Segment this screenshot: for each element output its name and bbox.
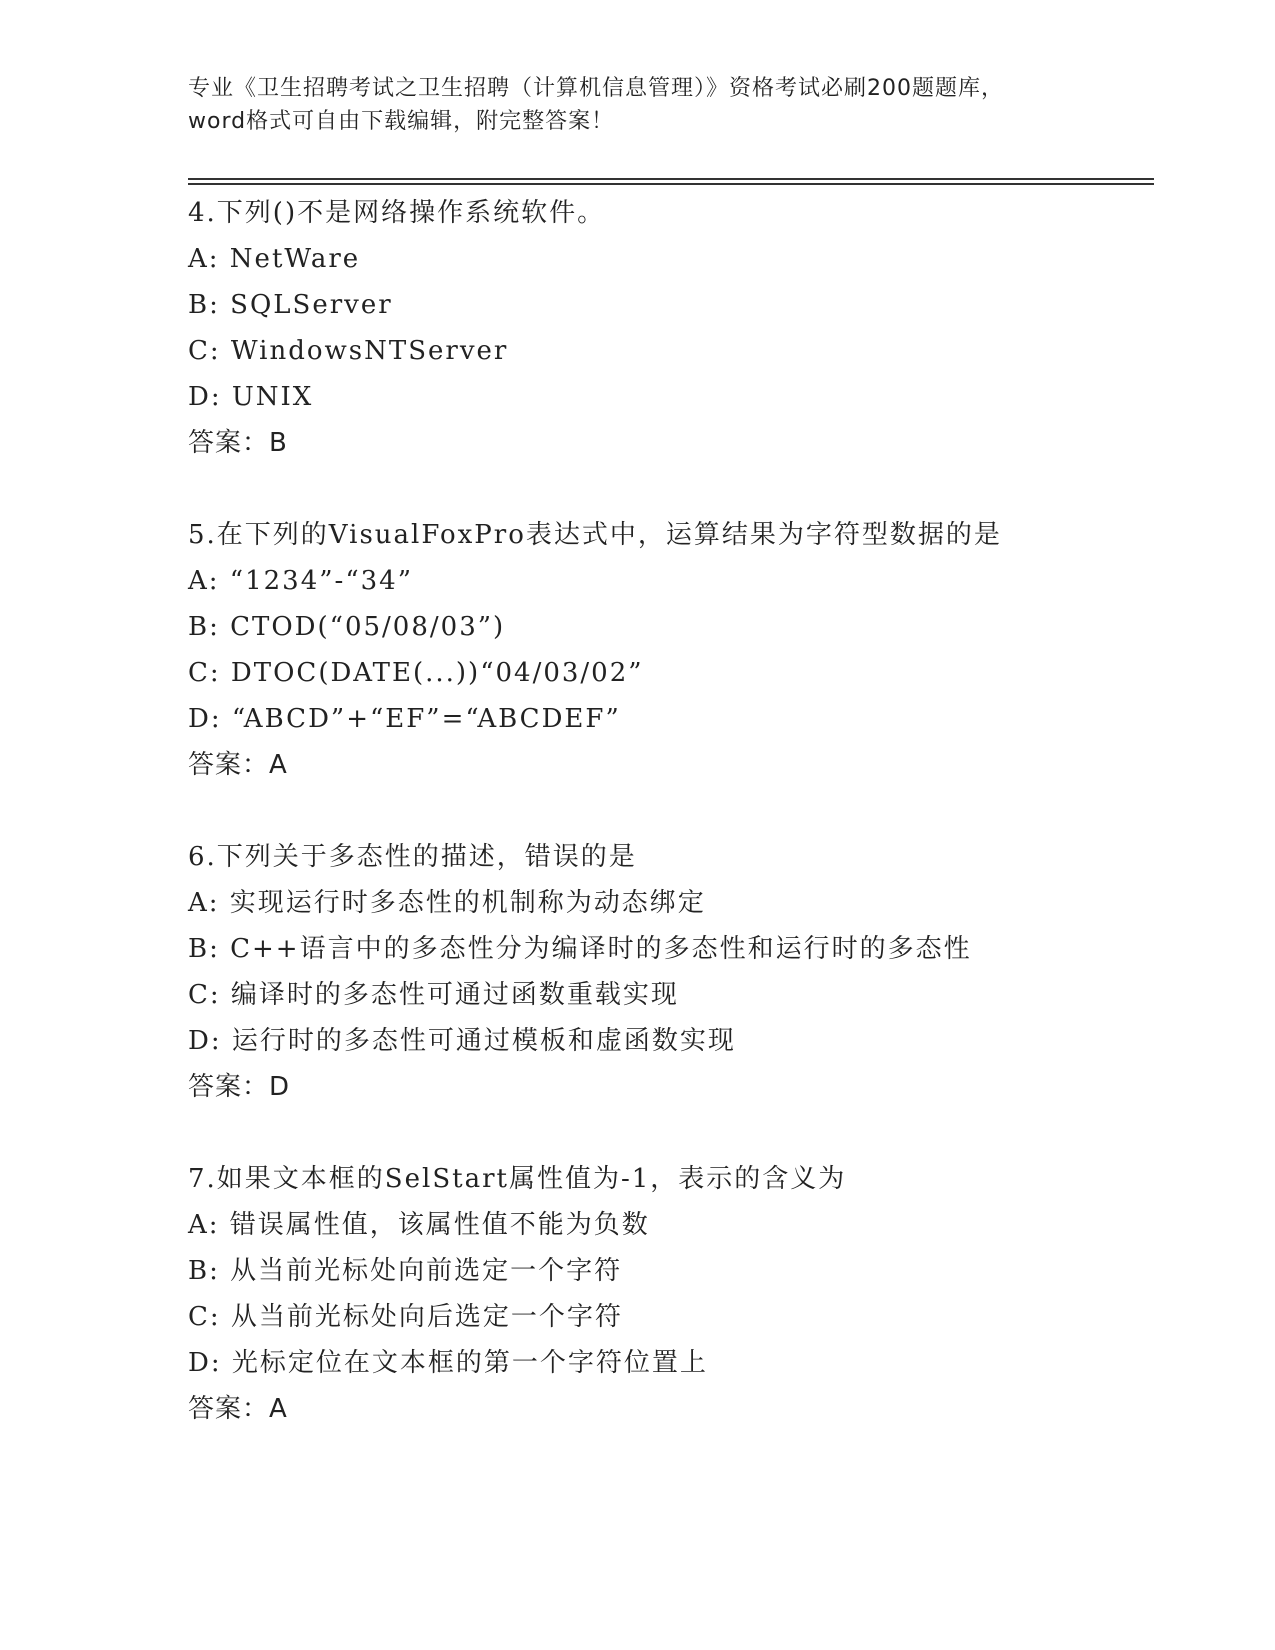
option-c: C: DTOC(DATE(...))“04/03/02”: [188, 658, 644, 688]
answer: 答案：A: [188, 750, 288, 780]
answer: 答案：B: [188, 428, 288, 458]
option-a: A: 实现运行时多态性的机制称为动态绑定: [188, 888, 706, 918]
option-a: A: NetWare: [188, 244, 361, 274]
option-b: B: 从当前光标处向前选定一个字符: [188, 1256, 623, 1286]
header-divider-bottom: [188, 183, 1154, 185]
question-stem: 7.如果文本框的SelStart属性值为-1，表示的含义为: [188, 1164, 847, 1194]
question-6: [188, 834, 1148, 1110]
question-stem: 4.下列()不是网络操作系统软件。: [188, 198, 606, 228]
question-4: [188, 190, 1148, 466]
header-line-2: word格式可自由下载编辑，附完整答案！: [188, 109, 615, 134]
header-line-1: 专业《卫生招聘考试之卫生招聘（计算机信息管理）》资格考试必刷200题题库，: [188, 76, 1004, 101]
option-a: A: “1234”-“34”: [188, 566, 414, 596]
option-d: D: UNIX: [188, 382, 314, 412]
option-b: B: SQLServer: [188, 290, 393, 320]
answer: 答案：D: [188, 1072, 291, 1102]
option-a: A: 错误属性值，该属性值不能为负数: [188, 1210, 650, 1240]
option-b: B: CTOD(“05/08/03”): [188, 612, 506, 642]
question-7: [188, 1156, 1148, 1432]
document-header: [188, 72, 1088, 138]
question-list: [188, 190, 1148, 1478]
option-c: C: 从当前光标处向后选定一个字符: [188, 1302, 623, 1332]
question-5: [188, 512, 1148, 788]
answer: 答案：A: [188, 1394, 288, 1424]
option-c: C: 编译时的多态性可通过函数重载实现: [188, 980, 679, 1010]
question-stem: 5.在下列的VisualFoxPro表达式中，运算结果为字符型数据的是: [188, 520, 1002, 550]
option-d: D: 运行时的多态性可通过模板和虚函数实现: [188, 1026, 736, 1056]
question-stem: 6.下列关于多态性的描述，错误的是: [188, 842, 637, 872]
option-b: B: C++语言中的多态性分为编译时的多态性和运行时的多态性: [188, 934, 972, 964]
header-divider-top: [188, 178, 1154, 180]
option-d: D: “ABCD”+“EF”=“ABCDEF”: [188, 704, 621, 734]
option-d: D: 光标定位在文本框的第一个字符位置上: [188, 1348, 708, 1378]
option-c: C: WindowsNTServer: [188, 336, 509, 366]
